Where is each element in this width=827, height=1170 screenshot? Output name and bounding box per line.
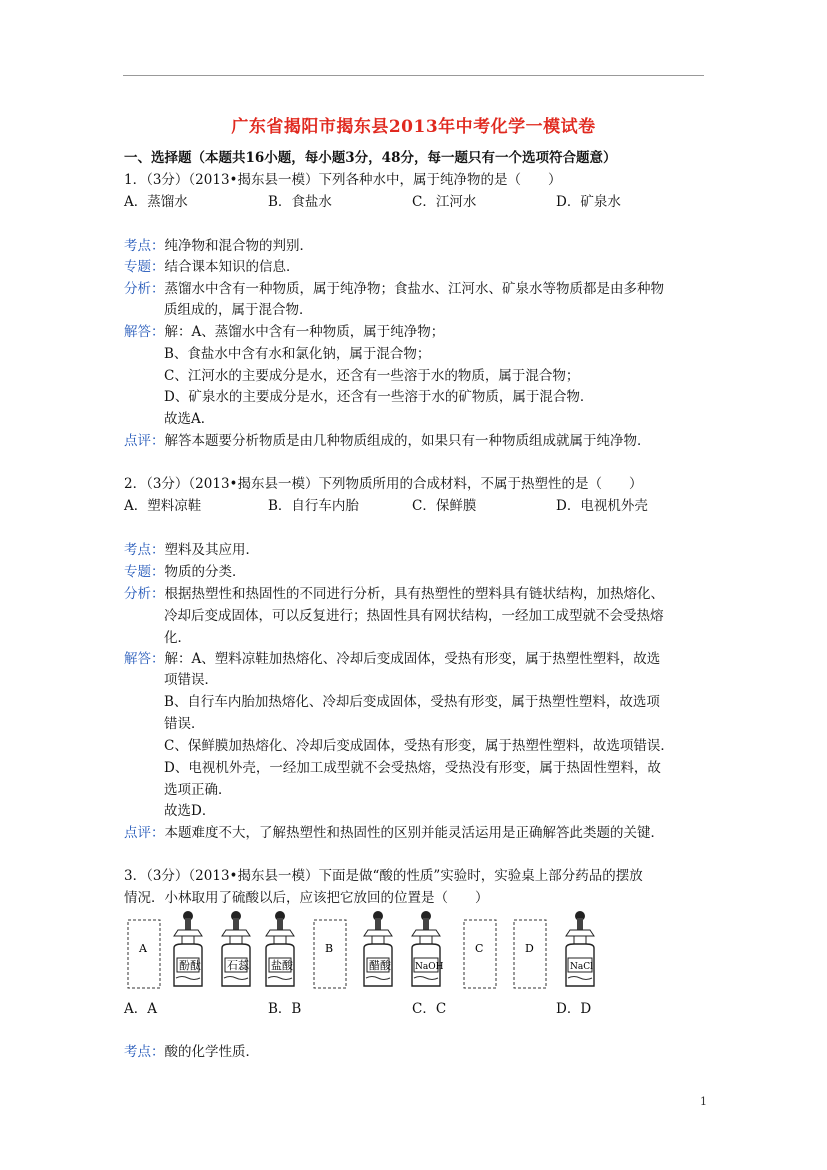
q1-dianping	[124, 429, 651, 449]
bottle-acetic-acid	[364, 911, 392, 986]
q2-dianping	[124, 821, 664, 841]
q2-jieda-line: 选项正确．	[164, 782, 232, 798]
q2-fenxi-line: 根据热塑性和热固性的不同进行分析，具有热塑性的塑料具有链状结构，加热熔化、	[164, 586, 664, 602]
q1-stem: 1．（3分）（2013•揭东县一模）下列各种水中，属于纯净物的是（ ）	[124, 172, 562, 188]
q1-jieda-line: D、矿泉水的主要成分是水，还含有一些溶于水的矿物质，属于混合物．	[164, 389, 594, 405]
header-rule	[123, 75, 704, 76]
q1-jieda-line: 解：A、蒸馏水中含有一种物质，属于纯净物；	[164, 324, 445, 340]
bottle-phenolphthalein	[174, 911, 202, 986]
q1-fenxi-line: 质组成的，属于混合物．	[164, 302, 313, 318]
q2-stem: 2．（3分）（2013•揭东县一模）下列物质所用的合成材料，不属于热塑性的是（ ）	[124, 476, 643, 492]
q1-kaodian-text: 纯净物和混合物的判别．	[164, 238, 313, 254]
q1-fenxi-line: 蒸馏水中含有一种物质，属于纯净物；食盐水、江河水、矿泉水等物质都是由多种物	[164, 281, 664, 297]
label-fenxi: 分析：	[124, 281, 165, 297]
q2-dianping-text: 本题难度不大，了解热塑性和热固性的区别并能灵活运用是正确解答此类题的关键．	[164, 825, 664, 841]
q2-jieda-line: 故选D．	[164, 803, 216, 819]
bottle-label: 醋酸	[369, 959, 391, 972]
label-jieda: 解答：	[124, 651, 165, 667]
slot-label: C	[475, 942, 484, 955]
bottle-sodium-hydroxide	[412, 911, 444, 986]
q1-dianping-text: 解答本题要分析物质是由几种物质组成的，如果只有一种物质组成就属于纯净物．	[164, 433, 651, 449]
q1-fenxi	[124, 277, 664, 297]
q1-jieda-line: 故选A．	[164, 411, 215, 427]
label-zhuanti: 专题：	[124, 259, 165, 275]
q2-fenxi	[124, 582, 664, 602]
q3-option-a: A．A	[124, 1001, 157, 1017]
q1-option-b: B．食盐水	[268, 194, 332, 210]
q3-stem-line: 情况．小林取用了硫酸以后，应该把它放回的位置是（ ）	[124, 890, 489, 906]
q3-option-c: C．C	[412, 1001, 447, 1017]
q2-jieda-line: 解：A、塑料凉鞋加热熔化、冷却后变成固体，受热有形变，属于热塑性塑料，故选	[164, 651, 661, 667]
q3-kaodian	[124, 1040, 259, 1060]
label-zhuanti: 专题：	[124, 564, 165, 580]
q3-kaodian-text: 酸的化学性质．	[164, 1044, 259, 1060]
q1-jieda-line: C、江河水的主要成分是水，还含有一些溶于水的物质，属于混合物；	[164, 368, 580, 384]
q2-option-d: D．电视机外壳	[556, 498, 648, 514]
label-fenxi: 分析：	[124, 586, 165, 602]
q1-option-a: A．蒸馏水	[124, 194, 188, 210]
bottle-label: NaOH	[415, 962, 444, 972]
q2-jieda-line: 项错误．	[164, 672, 218, 688]
label-dianping: 点评：	[124, 825, 165, 841]
q2-jieda-line: 错误．	[164, 716, 205, 732]
q2-jieda-line: B、自行车内胎加热熔化、冷却后变成固体，受热有形变，属于热塑性塑料，故选项	[164, 694, 660, 710]
bottle-label: NaCl	[570, 962, 594, 972]
q1-zhuanti-text: 结合课本知识的信息．	[164, 259, 300, 275]
q1-kaodian	[124, 234, 313, 254]
reagent-shelf-figure	[124, 908, 604, 992]
q2-kaodian	[124, 538, 259, 558]
q1-option-d: D．矿泉水	[556, 194, 621, 210]
slot-label: B	[325, 942, 334, 955]
q2-zhuanti	[124, 560, 246, 580]
label-kaodian: 考点：	[124, 238, 165, 254]
bottle-label: 酚酞	[179, 959, 201, 972]
label-jieda: 解答：	[124, 324, 165, 340]
bottle-litmus	[222, 911, 250, 986]
bottle-sodium-chloride	[566, 911, 594, 986]
q1-jieda-line: B、食盐水中含有水和氯化钠，属于混合物；	[164, 346, 431, 362]
q2-kaodian-text: 塑料及其应用．	[164, 542, 259, 558]
bottle-label: 盐酸	[271, 959, 293, 972]
q2-zhuanti-text: 物质的分类．	[164, 564, 246, 580]
slot-label: D	[525, 942, 534, 955]
q2-jieda	[124, 647, 660, 667]
section-heading: 一、选择题（本题共16小题，每小题3分，48分，每一题只有一个选项符合题意）	[124, 150, 617, 166]
q2-option-b: B．自行车内胎	[268, 498, 359, 514]
q3-option-b: B．B	[268, 1001, 302, 1017]
label-kaodian: 考点：	[124, 1044, 165, 1060]
bottle-hydrochloric-acid	[266, 911, 294, 986]
q2-fenxi-line: 化．	[164, 630, 191, 646]
q1-jieda	[124, 320, 444, 340]
page-title: 广东省揭阳市揭东县2013年中考化学一模试卷	[231, 117, 596, 137]
label-dianping: 点评：	[124, 433, 165, 449]
label-kaodian: 考点：	[124, 542, 165, 558]
q2-jieda-line: D、电视机外壳，一经加工成型就不会受热熔，受热没有形变，属于热固性塑料，故	[164, 760, 661, 776]
q1-option-c: C．江河水	[412, 194, 477, 210]
q2-option-a: A．塑料凉鞋	[124, 498, 202, 514]
q2-option-c: C．保鲜膜	[412, 498, 477, 514]
q3-option-d: D．D	[556, 1001, 592, 1017]
bottle-label: 石蕊	[227, 959, 249, 972]
q2-jieda-line: C、保鲜膜加热熔化、冷却后变成固体，受热有形变，属于热塑性塑料，故选项错误．	[164, 738, 674, 754]
q1-zhuanti	[124, 255, 300, 275]
q2-fenxi-line: 冷却后变成固体，可以反复进行；热固性具有网状结构，一经加工成型就不会受热熔	[164, 608, 664, 624]
q3-stem-line: 3．（3分）（2013•揭东县一模）下面是做“酸的性质”实验时，实验桌上部分药品的摆放	[124, 868, 643, 884]
slot-label: A	[139, 942, 147, 955]
page-number: 1	[700, 1095, 707, 1108]
